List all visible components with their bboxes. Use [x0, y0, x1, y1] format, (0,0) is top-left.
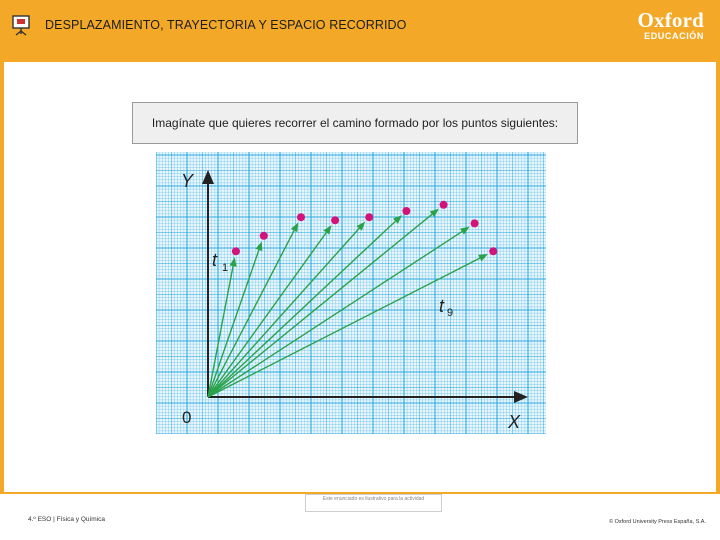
path-point-3	[297, 213, 305, 221]
label-t9: t	[439, 296, 445, 316]
path-point-9	[489, 247, 497, 255]
logo-main-text: Oxford	[637, 8, 704, 32]
header-bar	[0, 0, 720, 60]
oxford-logo	[637, 10, 704, 42]
path-point-6	[402, 207, 410, 215]
axis-x-label: X	[508, 412, 521, 432]
label-t1-subscript: 1	[222, 262, 229, 274]
path-point-1	[232, 247, 240, 255]
axis-y-label: Y	[181, 171, 194, 191]
statement-box: Imagínate que quieres recorrer el camino formado por los puntos siguientes:	[132, 102, 578, 144]
note-box: Este enunciado es ilustrativo para la actividad	[305, 494, 442, 512]
footer-copyright: © Oxford University Press España, S.A.	[609, 519, 706, 525]
trajectory-diagram	[156, 152, 546, 434]
path-point-8	[471, 219, 479, 227]
page-title: DESPLAZAMIENTO, TRAYECTORIA Y ESPACIO RECORRIDO	[45, 18, 407, 32]
path-point-7	[440, 201, 448, 209]
presentation-board-icon	[11, 14, 31, 36]
footer-course: 4.º ESO | Física y Química	[28, 516, 106, 523]
label-t1: t	[212, 250, 218, 270]
label-t9-subscript: 9	[447, 307, 454, 319]
path-point-2	[260, 232, 268, 240]
path-point-4	[331, 216, 339, 224]
logo-sub-text: EDUCACIÓN	[644, 31, 704, 41]
origin-label: 0	[182, 408, 192, 427]
path-point-5	[365, 213, 373, 221]
